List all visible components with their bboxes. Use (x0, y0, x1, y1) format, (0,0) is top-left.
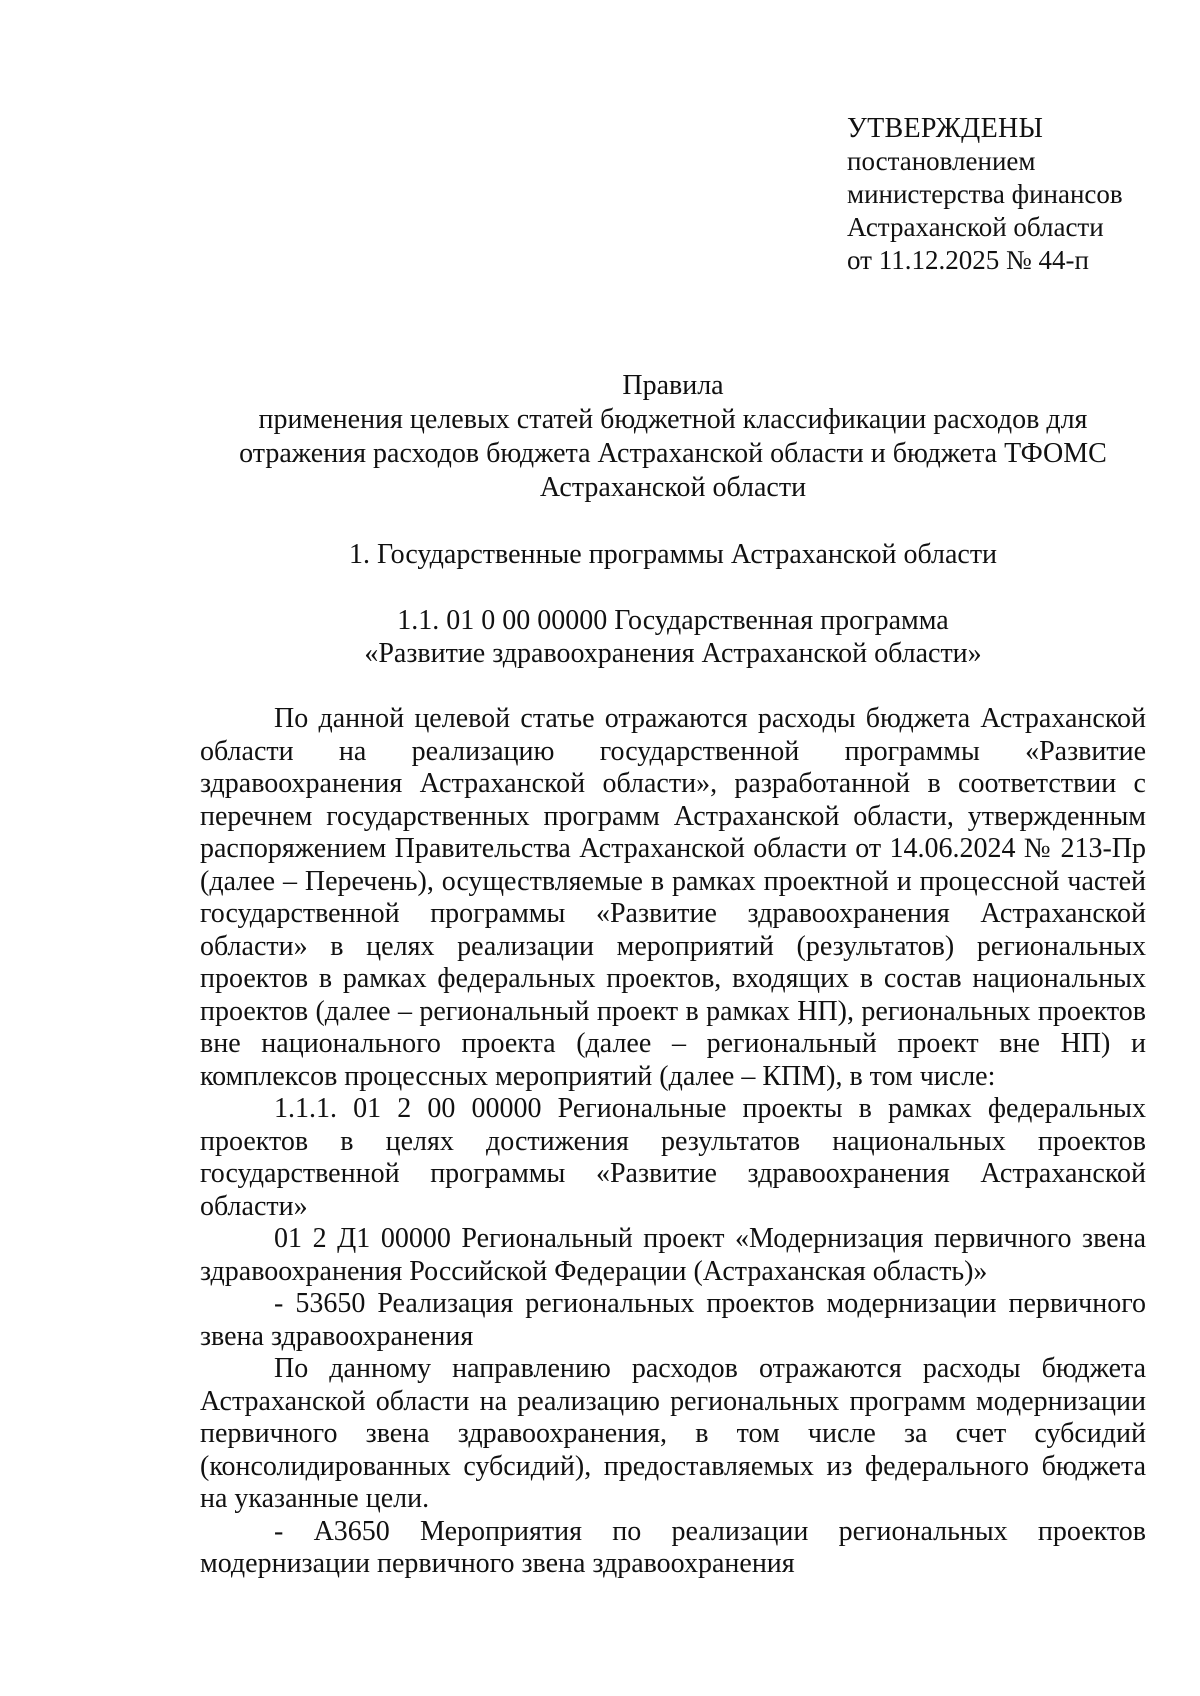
title-line-1: Правила (622, 370, 724, 401)
paragraph-item-a3650: - А3650 Мероприятия по реализации региональных проектов модернизации первичного звена здравоохранения (200, 1515, 1146, 1579)
paragraph-primary-care-project: 01 2 Д1 00000 Региональный проект «Модернизация первичного звена здравоохранения Российской Федерации (Астраханская область)» (200, 1223, 1146, 1287)
paragraph-regional-projects: 1.1.1. 01 2 00 00000 Региональные проекты в рамках федеральных проектов в целях достижения результатов национальных проектов государственной программы «Развитие здравоохранения Астраханской области» (200, 1093, 1146, 1222)
subsection-line-1: 1.1. 01 0 00 00000 Государственная программа (397, 605, 949, 636)
approval-line-3: Астраханской области (847, 212, 1104, 242)
section-heading: 1. Государственные программы Астраханской области (348, 539, 998, 570)
title-line-4: Астраханской области (539, 472, 807, 503)
approval-line-1: постановлением (847, 146, 1036, 176)
approval-heading: УТВЕРЖДЕНЫ (847, 113, 1044, 144)
paragraph-intro: По данной целевой статье отражаются расходы бюджета Астраханской области на реализацию государственной программы «Развитие здравоохранения Астраханской области», разработанной в соответствии с перечнем государственных программ Астраханской области, утвержденным распоряжением Правительства Астраханской области от 14.06.2024 № 213-Пр (далее – Перечень), осуществляемые в рамках проектной и процессной частей государственной программы «Развитие здравоохранения Астраханской области» в целях реализации мероприятий (результатов) региональных проектов в рамках федеральных проектов, входящих в состав национальных проектов (далее – региональный проект в рамках НП), региональных проектов вне национального проекта (далее – региональный проект вне НП) и комплексов процессных мероприятий (далее – КПМ), в том числе: (200, 703, 1146, 1092)
approval-stamp (847, 112, 1123, 277)
subsection-heading (200, 604, 1146, 670)
approval-line-2: министерства финансов (847, 179, 1123, 209)
subsection-line-2: «Развитие здравоохранения Астраханской области» (364, 638, 982, 669)
document-body (200, 703, 1146, 1581)
paragraph-item-53650: - 53650 Реализация региональных проектов модернизации первичного звена здравоохранения (200, 1288, 1146, 1352)
title-line-3: отражения расходов бюджета Астраханской области и бюджета ТФОМС (239, 438, 1107, 469)
title-line-2: применения целевых статей бюджетной классификации расходов для (258, 404, 1088, 435)
document-title (200, 369, 1146, 505)
paragraph-direction-description: По данному направлению расходов отражаются расходы бюджета Астраханской области на реализацию региональных программ модернизации первичного звена здравоохранения, в том числе за счет субсидий (консолидированных субсидий), предоставляемых из федерального бюджета на указанные цели. (200, 1353, 1146, 1514)
approval-date-number: от 11.12.2025 № 44-п (847, 245, 1089, 275)
